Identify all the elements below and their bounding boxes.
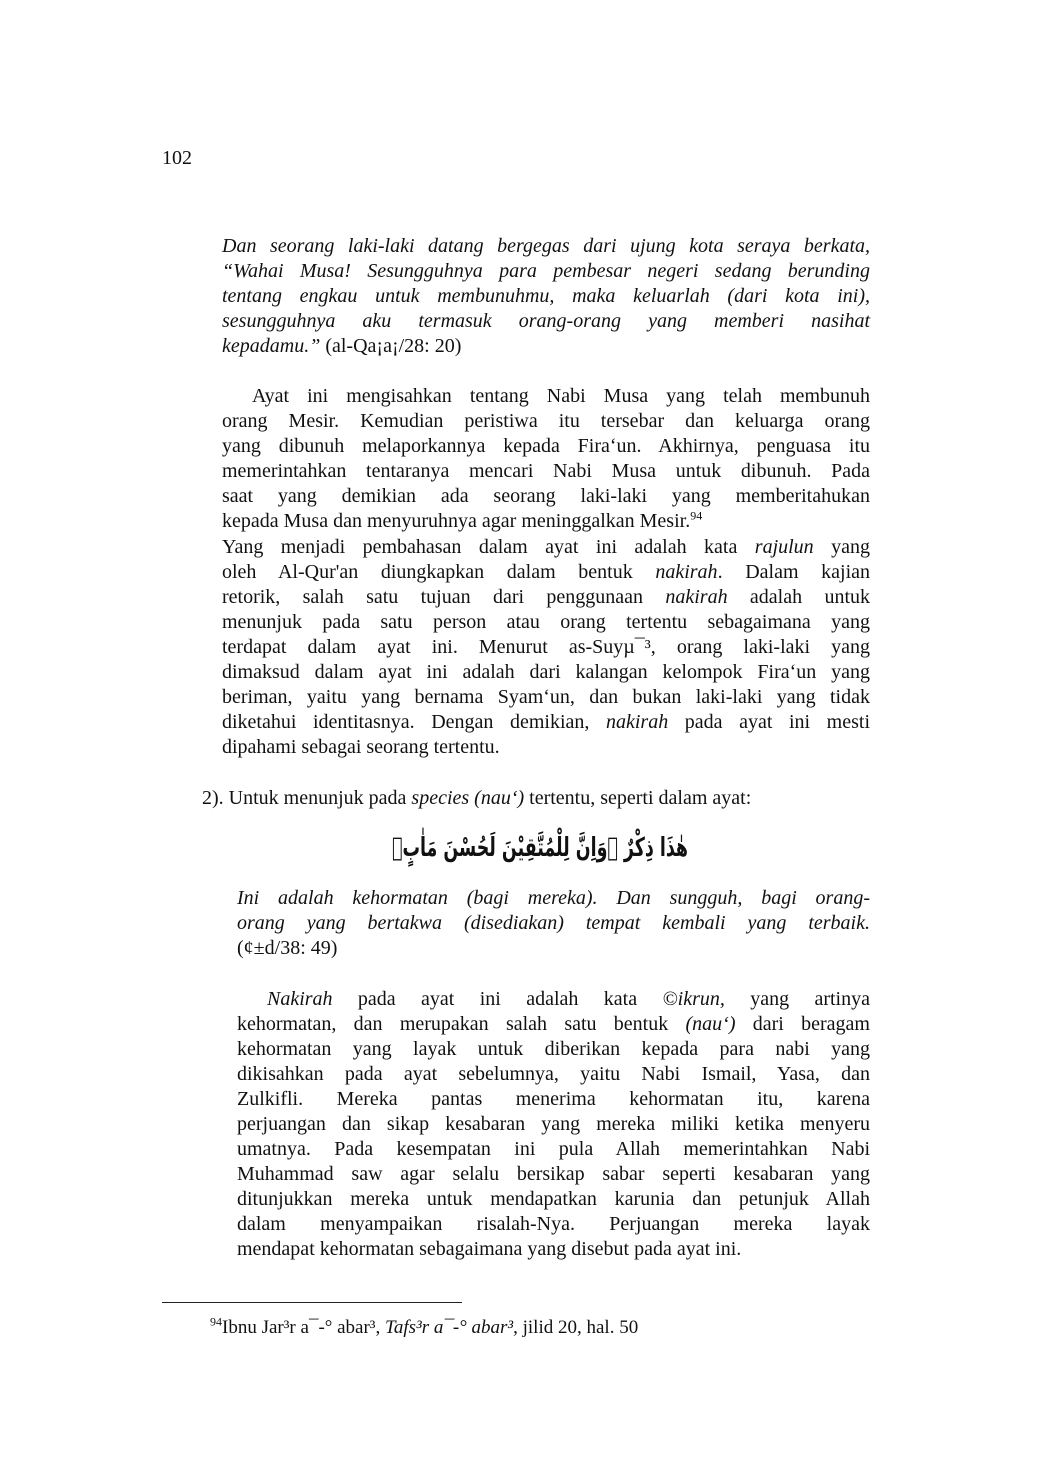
paragraph-2: [222, 535, 870, 760]
quote-line: “Wahai Musa! Sesungguhnya para pembesar negeri sedang berunding: [222, 260, 870, 282]
paragraph-line: [222, 535, 870, 560]
paragraph-line: mendapat kehormatan sebagaimana yang disebut pada ayat ini.: [237, 1238, 742, 1260]
quote-line: tentang engkau untuk membunuhmu, maka keluarlah (dari kota ini),: [222, 285, 870, 307]
footnote: [210, 1316, 638, 1340]
text-run: Yang menjadi pembahasan dalam ayat ini adalah kata: [222, 536, 755, 558]
text-run: yang: [813, 536, 870, 558]
paragraph-line: terdapat dalam ayat ini. Menurut as-Suyµ¯³, orang laki-laki yang: [222, 636, 870, 658]
footnote-divider: [162, 1302, 462, 1303]
term-nakirah: nakirah: [665, 586, 728, 608]
paragraph-line: Muhammad saw agar selalu bersikap sabar seperti kesabaran yang: [237, 1163, 870, 1185]
paragraph-last-text: kepada Musa dan menyuruhnya agar meninggalkan Mesir.: [222, 510, 691, 532]
text-run: oleh Al-Qur'an diungkapkan dalam bentuk: [222, 561, 656, 583]
text-run: pada ayat ini mesti: [668, 711, 870, 733]
paragraph-line: perjuangan dan sikap kesabaran yang mereka miliki ketika menyeru: [237, 1113, 870, 1135]
paragraph-line: beriman, yaitu yang bernama Syam‘un, dan bukan laki-laki yang tidak: [222, 686, 870, 708]
arabic-verse: [390, 818, 834, 872]
term-nakirah: nakirah: [605, 711, 669, 733]
term-zikrun: ©ikrun,: [662, 988, 725, 1010]
paragraph-line: yang dibunuh melaporkannya kepada Fira‘un. Akhirnya, penguasa itu: [222, 435, 870, 457]
paragraph-line: [222, 560, 870, 585]
page-number: 102: [162, 147, 192, 169]
text-run: yang artinya: [724, 988, 870, 1010]
text-run: adalah untuk: [727, 586, 870, 608]
term-rajulun: rajulun: [754, 536, 814, 558]
text-run: retorik, salah satu tujuan dari penggunaan: [222, 586, 666, 608]
footnote-number: 94: [210, 1314, 222, 1329]
text-run: tertentu, seperti dalam ayat:: [524, 787, 752, 809]
paragraph-line: [222, 710, 870, 735]
term-species: species (nau‘): [411, 787, 525, 809]
paragraph-line: umatnya. Pada kesempatan ini pula Allah memerintahkan Nabi: [237, 1138, 870, 1160]
paragraph-line: [237, 987, 870, 1012]
text-run: kehormatan, dan merupakan salah satu bentuk: [237, 1013, 686, 1035]
quote-line: [222, 334, 870, 359]
paragraph-line: Ayat ini mengisahkan tentang Nabi Musa yang telah membunuh: [252, 385, 870, 407]
quote-line: sesungguhnya aku termasuk orang-orang yang memberi nasihat: [222, 310, 870, 332]
term-nakirah: Nakirah: [267, 988, 333, 1010]
text-run: 2). Untuk menunjuk pada: [202, 787, 412, 809]
quote-citation: (¢±d/38: 49): [237, 937, 338, 959]
paragraph-line: dimaksud dalam ayat ini adalah dari kalangan kelompok Fira‘un yang: [222, 661, 870, 683]
text-run: . Dalam kajian: [717, 561, 870, 583]
quote-line: Dan seorang laki-laki datang bergegas dari ujung kota seraya berkata,: [222, 235, 870, 257]
list-item-2: [202, 786, 751, 811]
paragraph-1: [222, 384, 870, 534]
text-run: dari beragam: [735, 1013, 870, 1035]
paragraph-line: ditunjukkan mereka untuk mendapatkan karunia dan petunjuk Allah: [237, 1188, 870, 1210]
paragraph-line: orang Mesir. Kemudian peristiwa itu tersebar dan keluarga orang: [222, 410, 870, 432]
quote-citation: (al-Qa¡a¡/28: 20): [320, 335, 462, 357]
quote-last-text: kepadamu.”: [222, 335, 321, 357]
paragraph-line: memerintahkan tentaranya mencari Nabi Musa untuk dibunuh. Pada: [222, 460, 870, 482]
paragraph-line: [222, 509, 870, 534]
quote-line: Ini adalah kehormatan (bagi mereka). Dan sungguh, bagi orang-: [237, 887, 870, 909]
quote-translation-2: [237, 886, 870, 961]
text-run: pada ayat ini adalah kata: [332, 988, 663, 1010]
paragraph-3: [237, 987, 870, 1262]
paragraph-line: dikisahkan pada ayat sebelumnya, yaitu Nabi Ismail, Yasa, dan: [237, 1063, 870, 1085]
term-nakirah: nakirah: [655, 561, 718, 583]
quote-line: orang yang bertakwa (disediakan) tempat kembali yang terbaik.: [237, 912, 870, 934]
paragraph-line: menunjuk pada satu person atau orang tertentu sebagaimana yang: [222, 611, 870, 633]
paragraph-line: [222, 585, 870, 610]
text-run: diketahui identitasnya. Dengan demikian,: [222, 711, 606, 733]
paragraph-line: dalam menyampaikan risalah-Nya. Perjuangan mereka layak: [237, 1213, 870, 1235]
footnote-text: , jilid 20, hal. 50: [513, 1317, 639, 1338]
paragraph-line: [237, 1012, 870, 1037]
footnote-book-title: Tafs³r a¯-° abar³: [385, 1317, 514, 1338]
paragraph-line: kehormatan yang layak untuk diberikan kepada para nabi yang: [237, 1038, 870, 1060]
quote-translation-1: [222, 234, 870, 359]
paragraph-line: dipahami sebagai seorang tertentu.: [222, 736, 500, 758]
paragraph-line: Zulkifli. Mereka pantas menerima kehormatan itu, karena: [237, 1088, 870, 1110]
footnote-text: Ibnu Jar³r a¯-° abar³,: [222, 1317, 386, 1338]
arabic-verse-text: هٰذَا ذِكْرٌ ۗوَاِنَّ لِلْمُتَّقِيْنَ لَحُسْنَ مَاٰبٍۙ: [392, 833, 834, 863]
term-nau: (nau‘): [685, 1013, 736, 1035]
footnote-reference[interactable]: 94: [690, 508, 703, 523]
paragraph-line: saat yang demikian ada seorang laki-laki yang memberitahukan: [222, 485, 870, 507]
